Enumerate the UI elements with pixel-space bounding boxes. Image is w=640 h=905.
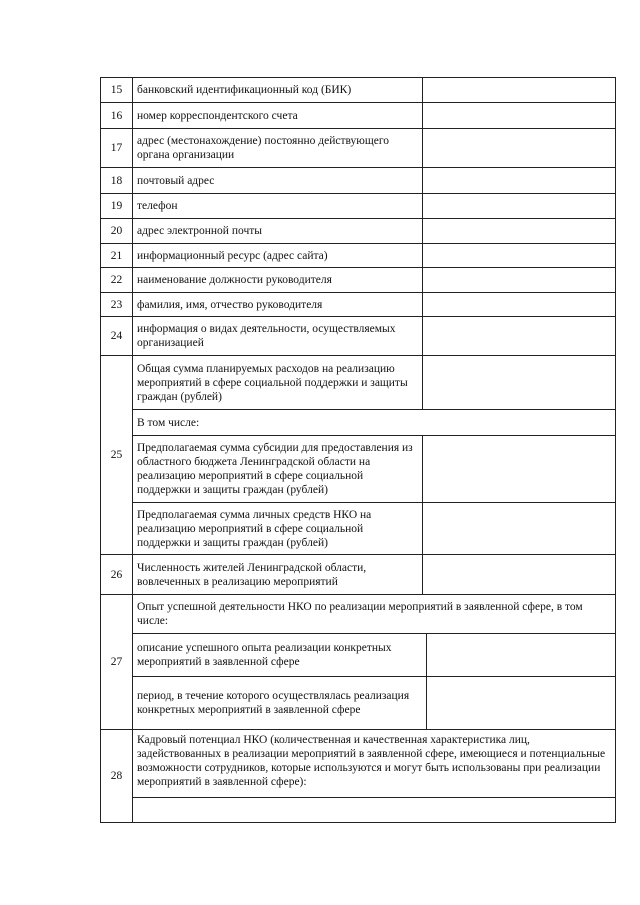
residents-count-field[interactable] bbox=[422, 554, 616, 595]
value-field[interactable] bbox=[422, 243, 616, 268]
row-label: адрес электронной почты bbox=[132, 218, 423, 244]
row-number: 24 bbox=[100, 316, 133, 356]
row-label: номер корреспондентского счета bbox=[132, 102, 423, 129]
experience-period-field[interactable] bbox=[426, 676, 616, 730]
residents-count-label: Численность жителей Ленинградской области, вовлеченных в реализацию мероприятий bbox=[132, 554, 423, 595]
row-label: информационный ресурс (адрес сайта) bbox=[132, 243, 423, 268]
staff-potential-label: Кадровый потенциал НКО (количественная и качественная характеристика лиц, задействованных в реализации мероприятий в заявленной сфере, имеющиеся и потенциальные возможности сотрудников, которые используются и могут быть использованы при реализации мероприятий в заявленной сфере): bbox=[132, 729, 616, 798]
row-number: 19 bbox=[100, 193, 133, 219]
row-label: почтовый адрес bbox=[132, 167, 423, 194]
value-field[interactable] bbox=[422, 218, 616, 244]
row-number: 23 bbox=[100, 292, 133, 317]
value-field[interactable] bbox=[422, 77, 616, 103]
row-number: 27 bbox=[100, 594, 133, 730]
subsidy-field[interactable] bbox=[422, 435, 616, 503]
row-number: 28 bbox=[100, 729, 133, 823]
total-expenses-label: Общая сумма планируемых расходов на реализацию мероприятий в сфере социальной поддержки и защиты граждан (рублей) bbox=[132, 355, 423, 410]
value-field[interactable] bbox=[422, 167, 616, 194]
row-number: 25 bbox=[100, 355, 133, 555]
row-number: 15 bbox=[100, 77, 133, 103]
row-number: 26 bbox=[100, 554, 133, 595]
row-label: адрес (местонахождение) постоянно действующего органа организации bbox=[132, 128, 423, 168]
row-number: 20 bbox=[100, 218, 133, 244]
value-field[interactable] bbox=[422, 267, 616, 293]
experience-description-label: описание успешного опыта реализации конкретных мероприятий в заявленной сфере bbox=[132, 633, 427, 677]
row-label: наименование должности руководителя bbox=[132, 267, 423, 293]
row-label: фамилия, имя, отчество руководителя bbox=[132, 292, 423, 317]
own-funds-label: Предполагаемая сумма личных средств НКО на реализацию мероприятий в сфере социальной поддержки и защиты граждан (рублей) bbox=[132, 502, 423, 555]
row-label: телефон bbox=[132, 193, 423, 219]
own-funds-field[interactable] bbox=[422, 502, 616, 555]
row-number: 18 bbox=[100, 167, 133, 194]
subsidy-label: Предполагаемая сумма субсидии для предоставления из областного бюджета Ленинградской области на реализацию мероприятий в сфере социальной поддержки и защиты граждан (рублей) bbox=[132, 435, 423, 503]
value-field[interactable] bbox=[422, 128, 616, 168]
row-number: 16 bbox=[100, 102, 133, 129]
row-number: 22 bbox=[100, 267, 133, 293]
experience-description-field[interactable] bbox=[426, 633, 616, 677]
including-label: В том числе: bbox=[132, 409, 616, 436]
value-field[interactable] bbox=[422, 193, 616, 219]
value-field[interactable] bbox=[422, 316, 616, 356]
experience-period-label: период, в течение которого осуществлялась реализация конкретных мероприятий в заявленной сфере bbox=[132, 676, 427, 730]
row-label: банковский идентификационный код (БИК) bbox=[132, 77, 423, 103]
experience-header: Опыт успешной деятельности НКО по реализации мероприятий в заявленной сфере, в том числе: bbox=[132, 594, 616, 634]
total-expenses-field[interactable] bbox=[422, 355, 616, 410]
row-label: информация о видах деятельности, осуществляемых организацией bbox=[132, 316, 423, 356]
staff-potential-field[interactable] bbox=[132, 797, 616, 823]
row-number: 21 bbox=[100, 243, 133, 268]
value-field[interactable] bbox=[422, 292, 616, 317]
row-number: 17 bbox=[100, 128, 133, 168]
value-field[interactable] bbox=[422, 102, 616, 129]
